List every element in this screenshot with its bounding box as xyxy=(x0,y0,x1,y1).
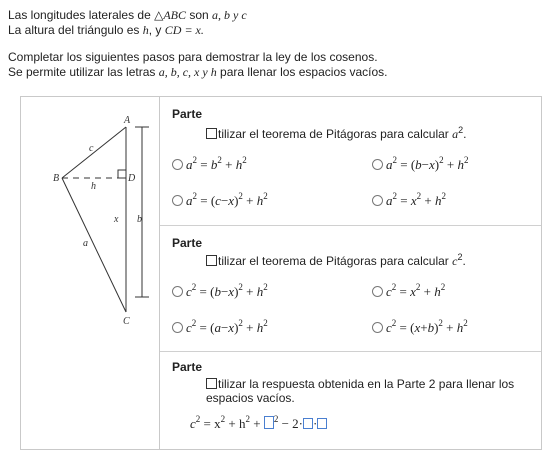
side-c xyxy=(62,127,126,178)
label-b: b xyxy=(137,214,142,225)
part-1-option-3[interactable]: $a^2 = (c-x)^2 + h^2$ xyxy=(172,191,268,209)
radio-button[interactable] xyxy=(172,159,183,170)
side-a xyxy=(62,178,126,312)
part-2-instruction: tilizar el teorema de Pitágoras para calcular $c^2$. xyxy=(206,250,466,268)
part-2-title: Parte xyxy=(172,236,203,250)
intro-line-3: Completar los siguientes pasos para demostrar la ley de los cosenos. xyxy=(8,50,378,64)
parts-container xyxy=(160,97,541,449)
part-2-option-1[interactable]: $c^2 = (b-x)^2 + h^2$ xyxy=(172,282,268,300)
problem-intro xyxy=(8,8,543,80)
radio-button[interactable] xyxy=(372,159,383,170)
triangle-figure xyxy=(21,97,160,449)
blank-input-1[interactable] xyxy=(264,416,274,429)
intro-line-1: Las longitudes laterales de △ABC son a, b y c xyxy=(8,8,247,22)
part-1 xyxy=(160,97,541,226)
label-h: h xyxy=(91,181,96,192)
part-1-title: Parte xyxy=(172,107,203,121)
part-1-option-1[interactable]: $a^2 = b^2 + h^2$ xyxy=(172,155,247,173)
label-D: D xyxy=(128,173,136,184)
radio-button[interactable] xyxy=(372,195,383,206)
label-a: a xyxy=(83,238,88,249)
label-A: A xyxy=(124,115,131,126)
part-2-option-3[interactable]: $c^2 = (a-x)^2 + h^2$ xyxy=(172,318,268,336)
blank-input-3[interactable] xyxy=(317,418,327,429)
intro-line-4: Se permite utilizar las letras a, b, c, x y h para llenar los espacios vacíos. xyxy=(8,65,388,79)
part-3 xyxy=(160,352,541,449)
part-3-instruction: tilizar la respuesta obtenida en la Parte 2 para llenar los espacios vacíos. xyxy=(206,377,515,405)
part-2-option-4[interactable]: $c^2 = (x+b)^2 + h^2$ xyxy=(372,318,468,336)
part-2-option-2[interactable]: $c^2 = x^2 + h^2$ xyxy=(372,282,445,300)
radio-button[interactable] xyxy=(372,286,383,297)
right-angle-mark xyxy=(118,170,126,178)
exercise-panel xyxy=(20,96,542,450)
triangle-diagram xyxy=(21,97,159,449)
part-2 xyxy=(160,226,541,352)
blank-input-2[interactable] xyxy=(303,418,313,429)
law-of-cosines-equation: $c^2 = x^2 + h^2 + ^2 - 2\cdot$ · xyxy=(190,414,327,432)
square-glyph-icon xyxy=(206,255,217,266)
radio-button[interactable] xyxy=(172,286,183,297)
part-3-title: Parte xyxy=(172,360,203,374)
part-1-option-2[interactable]: $a^2 = (b-x)^2 + h^2$ xyxy=(372,155,468,173)
radio-button[interactable] xyxy=(172,322,183,333)
label-B: B xyxy=(53,173,60,184)
part-1-option-4[interactable]: $a^2 = x^2 + h^2$ xyxy=(372,191,446,209)
radio-button[interactable] xyxy=(372,322,383,333)
part-1-instruction: tilizar el teorema de Pitágoras para calcular $a^2$. xyxy=(206,123,466,141)
radio-button[interactable] xyxy=(172,195,183,206)
intro-line-2: La altura del triángulo es h, y CD = x. xyxy=(8,23,204,37)
square-glyph-icon xyxy=(206,128,217,139)
label-C: C xyxy=(123,316,130,327)
label-c: c xyxy=(89,143,94,154)
square-glyph-icon xyxy=(206,378,217,389)
label-x: x xyxy=(114,214,119,225)
